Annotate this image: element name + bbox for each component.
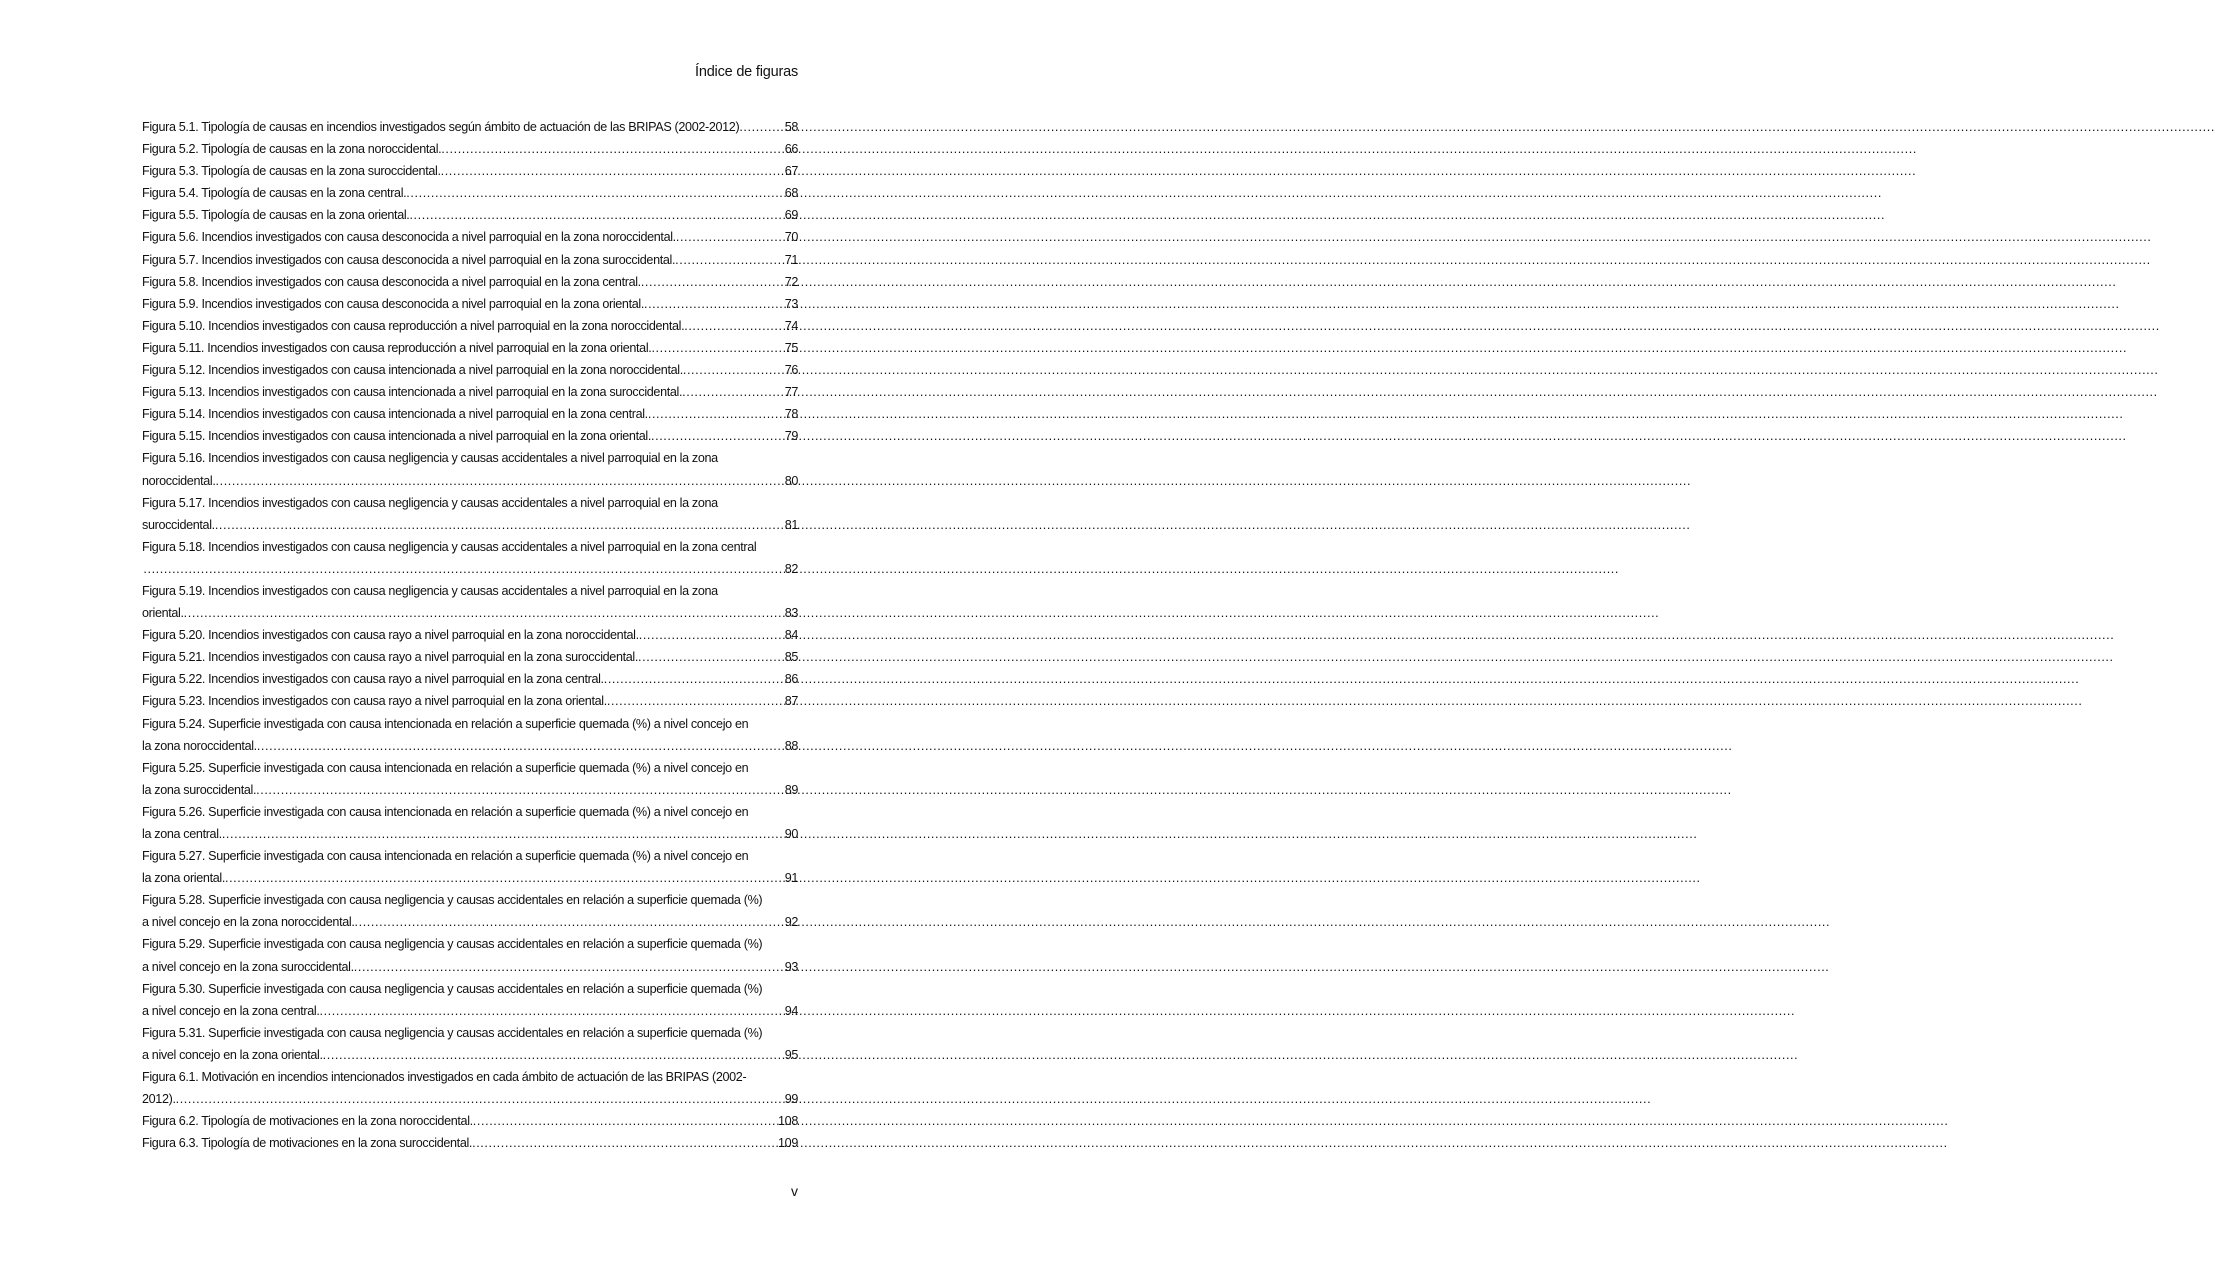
toc-entry-page: 99: [784, 1092, 798, 1107]
toc-entry[interactable]: [142, 182, 798, 204]
page-number: v: [791, 1183, 798, 1199]
dot-leader: [441, 160, 784, 182]
toc-entry[interactable]: [142, 359, 798, 381]
toc-entry-page: 93: [784, 959, 798, 974]
toc-entry[interactable]: [142, 315, 798, 337]
toc-entry-page: 92: [784, 915, 798, 930]
dot-leader: [641, 271, 784, 293]
toc-entry[interactable]: [142, 845, 798, 889]
toc-entry-title: Figura 5.31. Superficie investigada con causa negligencia y causas accidentales en relación a superficie quemada (%): [142, 1025, 763, 1040]
toc-entry-title: Figura 5.20. Incendios investigados con causa rayo a nivel parroquial en la zona noroccidental.: [142, 628, 639, 643]
toc-entry-title: 2012).: [142, 1092, 176, 1107]
toc-entry[interactable]: [142, 271, 798, 293]
dot-leader: [256, 779, 784, 801]
toc-entry[interactable]: [142, 889, 798, 933]
toc-entry-page: 68: [784, 186, 798, 201]
toc-entry-title: la zona suroccidental.: [142, 782, 257, 797]
dot-leader: [682, 381, 784, 403]
toc-entry-title: Figura 5.7. Incendios investigados con causa desconocida a nivel parroquial en la zona suroccidental.: [142, 252, 676, 267]
toc-entry-page: 66: [784, 142, 798, 157]
toc-entry-page: 91: [784, 871, 798, 886]
dot-leader: [406, 182, 783, 204]
toc-entry[interactable]: [142, 116, 798, 138]
toc-entry[interactable]: [142, 757, 798, 801]
toc-entry-title: Figura 6.1. Motivación en incendios intencionados investigados en cada ámbito de actuación de las BRIPAS (2002-: [142, 1070, 747, 1085]
toc-entry[interactable]: [142, 668, 798, 690]
toc-entry-page: 88: [784, 738, 798, 753]
toc-entry-title: Figura 5.8. Incendios investigados con causa desconocida a nivel parroquial en la zona central.: [142, 274, 641, 289]
toc-entry-page: 71: [784, 252, 798, 267]
toc-entry-page: 73: [784, 296, 798, 311]
toc-entry-page: 94: [784, 1003, 798, 1018]
toc-entry-title: Figura 5.28. Superficie investigada con causa negligencia y causas accidentales en relación a superficie quemada (%): [142, 893, 763, 908]
toc-entry-title: Figura 5.24. Superficie investigada con causa intencionada en relación a superficie quemada (%) a nivel concejo en: [142, 716, 749, 731]
toc-entry-title: Figura 5.12. Incendios investigados con causa intencionada a nivel parroquial en la zona noroccidental.: [142, 363, 683, 378]
toc-entry-title: Figura 5.26. Superficie investigada con causa intencionada en relación a superficie quemada (%) a nivel concejo en: [142, 804, 749, 819]
toc-entry-page: 85: [784, 650, 798, 665]
dot-leader: [675, 249, 784, 271]
toc-entry-page: 76: [784, 363, 798, 378]
page-header-title: Índice de figuras: [695, 64, 798, 80]
toc-entry[interactable]: [142, 447, 798, 491]
dot-leader: [638, 646, 784, 668]
toc-entry-page: 78: [784, 407, 798, 422]
toc-entry[interactable]: [142, 646, 798, 668]
toc-entry[interactable]: [142, 492, 798, 536]
toc-entry-title: Figura 6.3. Tipología de motivaciones en la zona suroccidental.: [142, 1136, 473, 1151]
toc-entry[interactable]: [142, 536, 798, 580]
toc-entry-page: 77: [784, 385, 798, 400]
toc-entry-page: 95: [784, 1047, 798, 1062]
toc-entry-page: 83: [784, 606, 798, 621]
toc-entry[interactable]: [142, 381, 798, 403]
toc-entry[interactable]: [142, 226, 798, 248]
dot-leader: [323, 1044, 784, 1066]
toc-entry-page: 70: [784, 230, 798, 245]
toc-entry-title: la zona oriental.: [142, 871, 225, 886]
toc-entry-title: Figura 5.10. Incendios investigados con causa reproducción a nivel parroquial en la zona noroccidental.: [142, 318, 685, 333]
dot-leader: [225, 867, 784, 889]
toc-entry-page: 74: [784, 318, 798, 333]
toc-entry[interactable]: [142, 580, 798, 624]
toc-entry-page: 86: [784, 672, 798, 687]
toc-entry-title: Figura 5.19. Incendios investigados con causa negligencia y causas accidentales a nivel parroquial en la zona: [142, 583, 718, 598]
dot-leader: [354, 956, 784, 978]
toc-entry[interactable]: [142, 624, 798, 646]
dot-leader: [676, 226, 784, 248]
toc-entry-page: 79: [784, 429, 798, 444]
toc-entry-title: suroccidental.: [142, 517, 215, 532]
toc-entry-title: Figura 5.27. Superficie investigada con causa intencionada en relación a superficie quemada (%) a nivel concejo en: [142, 849, 749, 864]
dot-leader: [216, 470, 784, 492]
toc-entry[interactable]: [142, 204, 798, 226]
dot-leader: [644, 293, 784, 315]
toc-entry-page: 72: [784, 274, 798, 289]
toc-entry-page: 67: [784, 164, 798, 179]
dot-leader: [319, 1000, 783, 1022]
toc-entry[interactable]: [142, 978, 798, 1022]
toc-entry-title: Figura 5.21. Incendios investigados con causa rayo a nivel parroquial en la zona suroccidental.: [142, 650, 639, 665]
toc-entry-title: Figura 5.3. Tipología de causas en la zona suroccidental.: [142, 164, 441, 179]
toc-entry-title: Figura 5.18. Incendios investigados con causa negligencia y causas accidentales a nivel parroquial en la zona central: [142, 539, 757, 554]
toc-entry-page: 75: [784, 340, 798, 355]
toc-entry[interactable]: [142, 138, 798, 160]
toc-entry-title: Figura 5.6. Incendios investigados con causa desconocida a nivel parroquial en la zona noroccidental.: [142, 230, 676, 245]
toc-entry-title: Figura 5.29. Superficie investigada con causa negligencia y causas accidentales en relación a superficie quemada (%): [142, 937, 763, 952]
toc-entry-title: noroccidental.: [142, 473, 216, 488]
toc-entry[interactable]: [142, 293, 798, 315]
dot-leader: [651, 425, 784, 447]
toc-entry[interactable]: [142, 801, 798, 845]
dot-leader: [639, 624, 784, 646]
dot-leader: [473, 1110, 777, 1132]
toc-entry-page: 81: [784, 517, 798, 532]
toc-entry-title: la zona central.: [142, 827, 222, 841]
dot-leader: [604, 668, 784, 690]
toc-entry[interactable]: [142, 690, 798, 712]
toc-entry[interactable]: [142, 1066, 798, 1110]
toc-entry[interactable]: [142, 403, 798, 425]
dot-leader: [184, 602, 784, 624]
toc-entry-title: Figura 5.13. Incendios investigados con causa intencionada a nivel parroquial en la zona suroccidental.: [142, 385, 683, 400]
dot-leader: [684, 315, 783, 337]
toc-entry[interactable]: [142, 1132, 798, 1154]
toc-entry-title: Figura 5.30. Superficie investigada con causa negligencia y causas accidentales en relación a superficie quemada (%): [142, 981, 763, 996]
toc-entry-page: 109: [778, 1136, 798, 1151]
toc-entry-title: Figura 5.25. Superficie investigada con causa intencionada en relación a superficie quemada (%) a nivel concejo en: [142, 760, 749, 775]
toc-entry[interactable]: [142, 337, 798, 359]
dot-leader: [143, 558, 783, 580]
toc-entry[interactable]: [142, 1110, 798, 1132]
toc-entry-title: a nivel concejo en la zona oriental.: [142, 1047, 323, 1062]
toc-entry-page: 82: [784, 561, 798, 576]
toc-entry-page: 84: [784, 628, 798, 643]
toc-entry-title: oriental.: [142, 606, 184, 621]
dot-leader: [222, 823, 784, 845]
toc-entry-title: Figura 5.5. Tipología de causas en la zona oriental.: [142, 208, 410, 223]
toc-entry[interactable]: [142, 249, 798, 271]
toc-entry-page: 80: [784, 473, 798, 488]
toc-entry-title: Figura 5.14. Incendios investigados con causa intencionada a nivel parroquial en la zona central.: [142, 407, 648, 422]
toc-entry-page: 58: [784, 120, 798, 134]
toc-entry-title: Figura 5.1. Tipología de causas en incendios investigados según ámbito de actuación de las BRIPAS (2002-2012): [142, 120, 740, 134]
toc-entry-page: 89: [784, 782, 798, 797]
toc-entry-title: Figura 5.9. Incendios investigados con causa desconocida a nivel parroquial en la zona oriental.: [142, 296, 644, 311]
toc-entry-page: 90: [784, 827, 798, 841]
toc-entry[interactable]: [142, 425, 798, 447]
toc-entry[interactable]: [142, 160, 798, 182]
toc-entry-title: Figura 5.4. Tipología de causas en la zona central.: [142, 186, 407, 201]
toc-entry-title: Figura 5.17. Incendios investigados con causa negligencia y causas accidentales a nivel parroquial en la zona: [142, 495, 718, 510]
toc-entry[interactable]: [142, 1022, 798, 1066]
dot-leader: [257, 735, 784, 757]
toc-entry-title: a nivel concejo en la zona noroccidental.: [142, 915, 355, 930]
toc-entry-title: Figura 6.2. Tipología de motivaciones en la zona noroccidental.: [142, 1114, 473, 1129]
toc-entry[interactable]: [142, 933, 798, 977]
dot-leader: [607, 690, 784, 712]
toc-entry-page: 69: [784, 208, 798, 223]
toc-entry-title: Figura 5.16. Incendios investigados con causa negligencia y causas accidentales a nivel parroquial en la zona: [142, 451, 718, 466]
toc-entry-title: la zona noroccidental.: [142, 738, 257, 753]
dot-leader: [176, 1088, 784, 1110]
toc-entry-title: Figura 5.23. Incendios investigados con causa rayo a nivel parroquial en la zona oriental.: [142, 694, 607, 709]
toc-entry-title: a nivel concejo en la zona central.: [142, 1003, 320, 1018]
dot-leader: [472, 1132, 777, 1154]
dot-leader: [651, 337, 783, 359]
toc-entry[interactable]: [142, 713, 798, 757]
figure-index-list: [142, 116, 798, 1154]
dot-leader: [215, 514, 784, 536]
toc-entry-title: Figura 5.2. Tipología de causas en la zona noroccidental.: [142, 142, 442, 157]
dot-leader: [683, 359, 784, 381]
dot-leader: [355, 911, 784, 933]
toc-entry-title: Figura 5.22. Incendios investigados con causa rayo a nivel parroquial en la zona central.: [142, 672, 604, 687]
toc-entry-title: a nivel concejo en la zona suroccidental.: [142, 959, 354, 974]
toc-entry-page: 87: [784, 694, 798, 709]
dot-leader: [441, 138, 783, 160]
dot-leader: [409, 204, 783, 226]
dot-leader: [739, 116, 783, 138]
dot-leader: [648, 403, 784, 425]
toc-entry-page: 108: [778, 1114, 798, 1129]
toc-entry-title: Figura 5.11. Incendios investigados con causa reproducción a nivel parroquial en la zona oriental.: [142, 340, 652, 355]
toc-entry-title: Figura 5.15. Incendios investigados con causa intencionada a nivel parroquial en la zona oriental.: [142, 429, 651, 444]
